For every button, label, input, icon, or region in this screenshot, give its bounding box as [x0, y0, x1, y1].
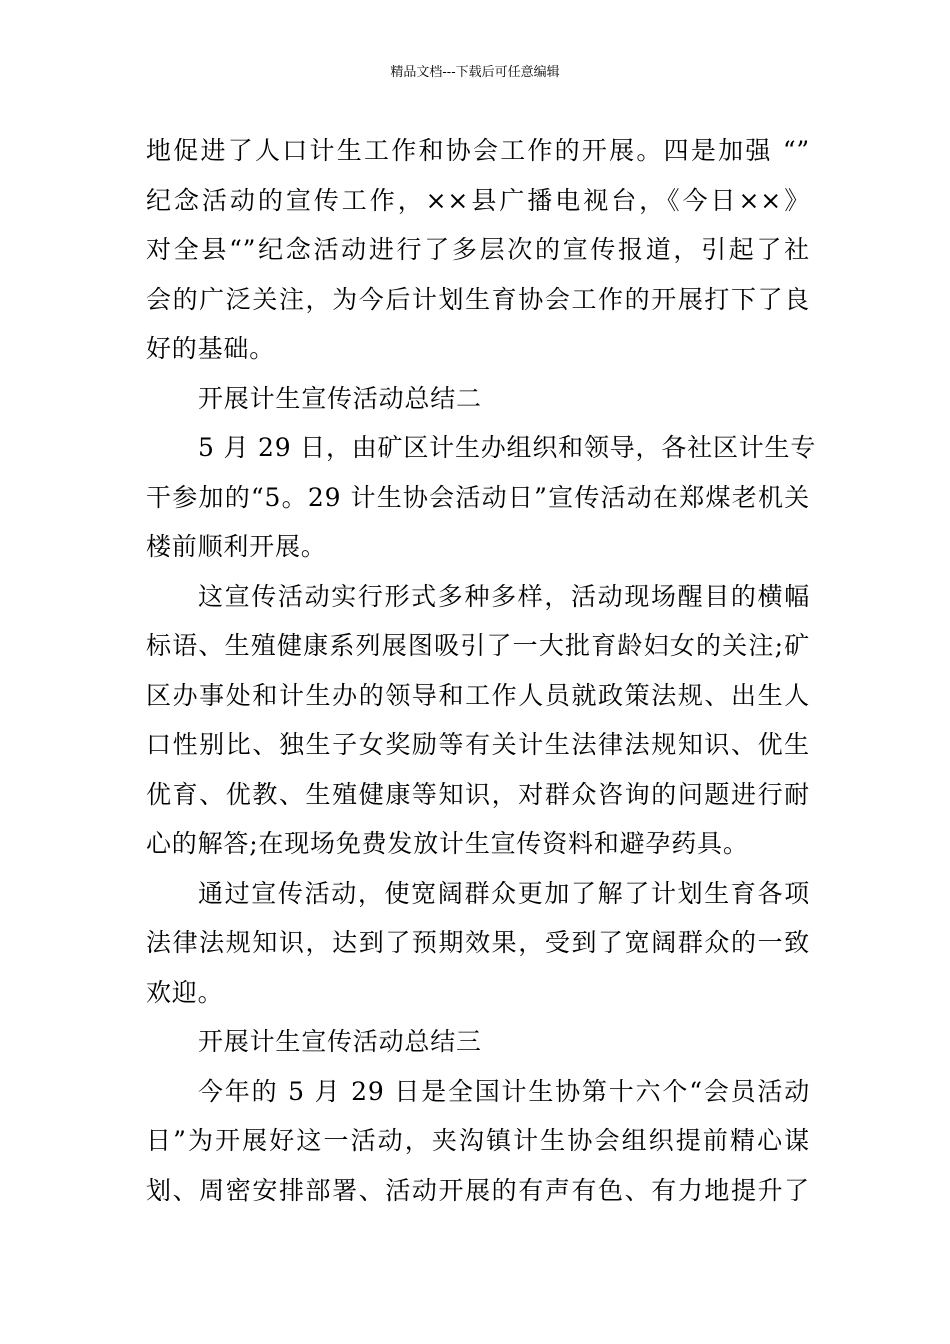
text-line: 日”为开展好这一活动，夹沟镇计生协会组织提前精心谋	[146, 1126, 810, 1155]
text-line: 法律法规知识，达到了预期效果，受到了宽阔群众的一致	[146, 928, 810, 957]
text-line: 这宣传活动实行形式多种多样，活动现场醒目的横幅	[198, 581, 810, 611]
text-line: 欢迎。	[146, 977, 224, 1007]
text-line: 对全县“”纪念活动进行了多层次的宣传报道，引起了社	[146, 235, 810, 264]
heading-text: 开展计生宣传活动总结二	[198, 383, 482, 413]
text-line: 区办事处和计生办的领导和工作人员就政策法规、出生人	[146, 680, 810, 710]
document-body	[146, 126, 817, 1215]
paragraph-5	[146, 1067, 810, 1216]
section-heading-3	[146, 1017, 810, 1067]
text-line: 5 月 29 日，由矿区计生办组织和领导，各社区计生专	[198, 433, 817, 462]
text-line: 好的基础。	[146, 334, 276, 363]
section-heading-2	[146, 374, 810, 424]
paragraph-4	[146, 869, 810, 1018]
text-line: 通过宣传活动，使宽阔群众更加了解了计划生育各项	[198, 878, 810, 908]
text-line: 楼前顺利开展。	[146, 532, 327, 561]
text-line: 心的解答;在现场免费发放计生宣传资料和避孕药具。	[146, 829, 749, 858]
heading-text: 开展计生宣传活动总结三	[198, 1027, 482, 1056]
text-line: 纪念活动的宣传工作，××县广播电视台，《今日××》	[146, 185, 810, 215]
paragraph-3	[146, 572, 810, 869]
text-line: 会的广泛关注，为今后计划生育协会工作的开展打下了良	[146, 284, 810, 314]
text-line: 优育、优教、生殖健康等知识，对群众咨询的问题进行耐	[146, 779, 810, 809]
text-line: 今年的 5 月 29 日是全国计生协第十六个“会员活动	[198, 1076, 810, 1106]
text-line: 标语、生殖健康系列展图吸引了一大批育龄妇女的关注;矿	[146, 631, 810, 660]
paragraph-2	[146, 423, 817, 572]
paragraph-1	[146, 126, 810, 374]
text-line: 地促进了人口计生工作和协会工作的开展。四是加强 “”	[146, 136, 810, 165]
text-line: 划、周密安排部署、活动开展的有声有色、有力地提升了	[146, 1175, 810, 1205]
text-line: 口性别比、独生子女奖励等有关计生法律法规知识、优生	[146, 730, 810, 759]
text-line: 干参加的“5。29 计生协会活动日”宣传活动在郑煤老机关	[146, 482, 810, 512]
page-header: 精品文档---下载后可任意编辑	[390, 65, 560, 80]
